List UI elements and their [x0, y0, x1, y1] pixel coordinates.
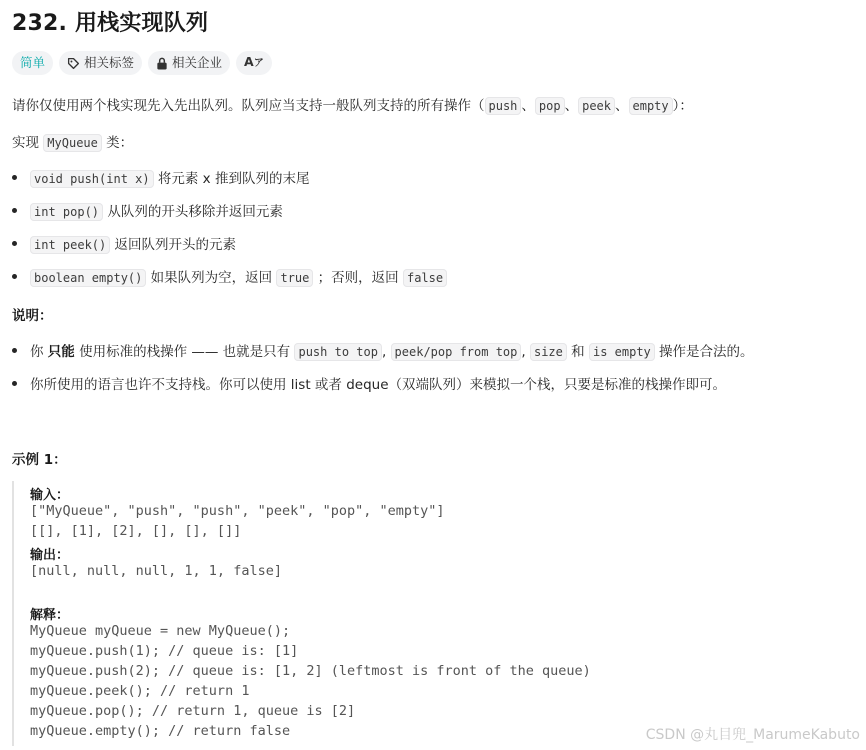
- example-heading: 示例 1：: [12, 452, 67, 468]
- example-block: [12, 481, 630, 746]
- input-label: 输入：: [30, 488, 70, 503]
- output-label: 输出：: [30, 548, 70, 563]
- bullet-dot: [12, 241, 17, 246]
- explain-line: myQueue.push(2); // queue is: [1, 2] (leftmost is front of the queue): [30, 663, 591, 679]
- method-item-peek: int peek() 返回队列开头的元素: [30, 233, 236, 253]
- code-peek: peek: [578, 97, 615, 115]
- lock-icon: [156, 57, 168, 70]
- note-item-language: 你所使用的语言也许不支持栈。你可以使用 list 或者 deque（双端队列）来模拟一个栈，只要是标准的栈操作即可。: [30, 377, 727, 393]
- notes-heading: 说明：: [12, 308, 53, 324]
- watermark: CSDN @丸目兜_MarumeKabuto: [645, 727, 860, 743]
- related-companies-label: 相关企业: [172, 55, 223, 70]
- explain-line: myQueue.peek(); // return 1: [30, 683, 250, 699]
- explain-line: myQueue.empty(); // return false: [30, 723, 291, 739]
- explain-line: myQueue.push(1); // queue is: [1]: [30, 643, 299, 659]
- explain-line: MyQueue myQueue = new MyQueue();: [30, 623, 291, 639]
- translate-button[interactable]: [236, 51, 272, 75]
- page-title: 232. 用栈实现队列: [12, 11, 209, 36]
- explain-line: myQueue.pop(); // return 1, queue is [2]: [30, 703, 356, 719]
- method-item-pop: int pop() 从队列的开头移除并返回元素: [30, 200, 283, 220]
- related-tags-button[interactable]: [59, 51, 142, 75]
- output-line: [null, null, null, 1, 1, false]: [30, 563, 282, 579]
- tag-icon: [67, 57, 80, 70]
- intro-paragraph: 请你仅使用两个栈实现先入先出队列。队列应当支持一般队列支持的所有操作（ push 、 pop 、 peek 、 empty ）：: [12, 98, 693, 114]
- bullet-dot: [12, 348, 17, 353]
- bullet-dot: [12, 381, 17, 386]
- input-line: [[], [1], [2], [], [], []]: [30, 523, 242, 539]
- bullet-dot: [12, 208, 17, 213]
- code-empty: empty: [629, 97, 673, 115]
- tag-bar: [12, 51, 272, 75]
- code-pop: pop: [535, 97, 565, 115]
- code-push: push: [485, 97, 522, 115]
- related-tags-label: 相关标签: [84, 55, 135, 70]
- explain-label: 解释：: [30, 608, 70, 623]
- difficulty-label: 简单: [20, 55, 46, 70]
- related-companies-button[interactable]: [148, 51, 230, 75]
- method-item-empty: boolean empty() 如果队列为空，返回 true ；否则，返回 false: [30, 266, 447, 286]
- note-item-stack-ops: 你 只能 使用标准的栈操作 —— 也就是只有 push to top , peek/pop from top , size 和 is empty 操作是合法的。: [30, 344, 754, 360]
- code-myqueue: MyQueue: [43, 134, 102, 152]
- implement-line: 实现 MyQueue 类：: [12, 135, 134, 151]
- bullet-dot: [12, 274, 17, 279]
- difficulty-badge[interactable]: [12, 51, 53, 75]
- method-item-push: void push(int x) 将元素 x 推到队列的末尾: [30, 167, 309, 187]
- translate-icon: Aア: [244, 54, 264, 69]
- bullet-dot: [12, 175, 17, 180]
- input-line: ["MyQueue", "push", "push", "peek", "pop", "empty"]: [30, 503, 445, 519]
